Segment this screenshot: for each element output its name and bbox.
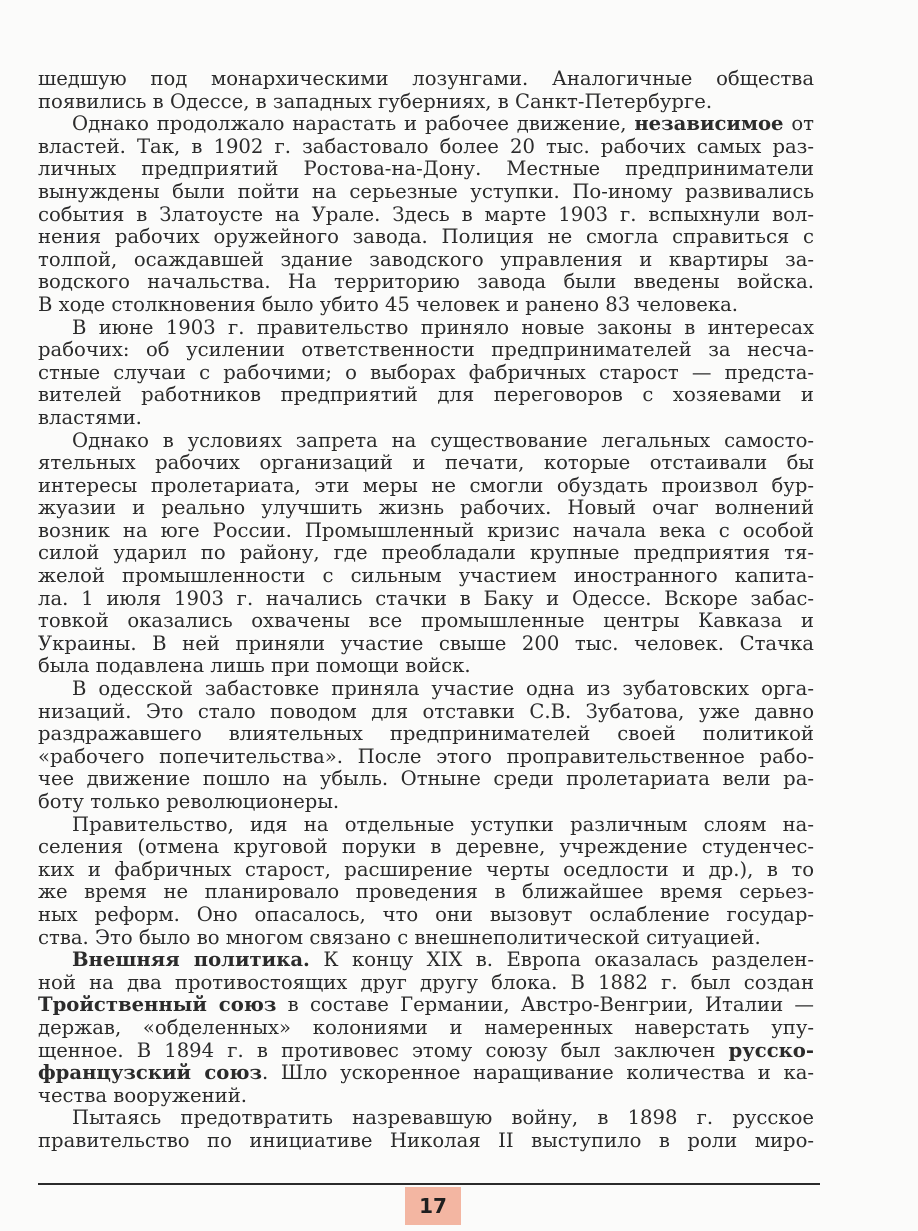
text-line: стные случаи с рабочими; о выборах фабричных старост — предста- bbox=[38, 361, 814, 384]
text-line bbox=[38, 113, 814, 136]
text-line: желой промышленности с сильным участием иностранного капита- bbox=[38, 565, 814, 588]
text-line: Однако в условиях запрета на существование легальных самосто- bbox=[72, 429, 814, 452]
text-line: личных предприятий Ростова-на-Дону. Местные предприниматели bbox=[38, 158, 814, 181]
bold-term: независимое bbox=[634, 113, 784, 136]
text-line: вителей работников предприятий для переговоров с хозяевами и bbox=[38, 384, 814, 407]
text-line: возник на юге России. Промышленный кризис начала века с особой bbox=[38, 519, 814, 542]
bold-term: французский союз bbox=[38, 1062, 262, 1085]
bold-term: русско- bbox=[728, 1039, 814, 1062]
text-line: ла. 1 июля 1903 г. начались стачки в Баку и Одессе. Вскоре забас- bbox=[38, 587, 814, 610]
text-line: властями. bbox=[38, 406, 142, 429]
text-line: водского начальства. На территорию завода были введены войска. bbox=[38, 271, 814, 294]
text-line: чества вооружений. bbox=[38, 1084, 248, 1107]
text-line bbox=[38, 1040, 814, 1063]
text-line: властей. Так, в 1902 г. забастовало более 20 тыс. рабочих самых раз- bbox=[38, 135, 814, 158]
text-line: В июне 1903 г. правительство приняло новые законы в интересах bbox=[72, 316, 814, 339]
page-number-badge bbox=[405, 1187, 461, 1225]
text-line: ких и фабричных старост, расширение черты оседлости и др.), в то bbox=[38, 858, 814, 881]
text-line: держав, «обделенных» колониями и намеренных наверстать упу- bbox=[38, 1016, 814, 1039]
text-line: ных реформ. Оно опасалось, что они вызовут ослабление государ- bbox=[38, 903, 814, 926]
text-line: толпой, осаждавшей здание заводского управления и квартиры за- bbox=[38, 248, 814, 271]
page-number: 17 bbox=[419, 1194, 447, 1218]
text-segment: К концу XIX в. Европа оказалась разделен- bbox=[309, 949, 814, 972]
text-segment: от bbox=[783, 113, 814, 136]
text-line: же время не планировало проведения в ближайшее время серьез- bbox=[38, 881, 814, 904]
body-text bbox=[38, 68, 814, 1153]
bold-term: Тройственный союз bbox=[38, 994, 277, 1017]
text-line: боту только революционеры. bbox=[38, 791, 340, 813]
text-line: ятельных рабочих организаций и печати, которые отстаивали бы bbox=[38, 452, 814, 475]
text-line: жуазии и реально улучшить жизнь рабочих. Новый очаг волнений bbox=[38, 497, 814, 520]
text-line: вынуждены были пойти на серьезные уступки. По-иному развивались bbox=[38, 180, 814, 203]
text-line: была подавлена лишь при помощи войск. bbox=[38, 655, 471, 678]
text-segment: щенное. В 1894 г. в противовес этому союзу был заключен bbox=[38, 1039, 729, 1062]
text-line: В ходе столкновения было убито 45 человек и ранено 83 человека. bbox=[38, 293, 739, 316]
text-line: ства. Это было во многом связано с внешнеполитической ситуацией. bbox=[38, 926, 761, 949]
text-line: В одесской забастовке приняла участие одна из зубатовских орга- bbox=[72, 678, 814, 701]
text-line: «рабочего попечительства». После этого проправительственное рабо- bbox=[38, 745, 814, 768]
text-line: низаций. Это стало поводом для отставки С.В. Зубатова, уже давно bbox=[38, 700, 814, 723]
text-line: силой ударил по району, где преобладали крупные предприятия тя- bbox=[38, 542, 814, 565]
text-segment: . Шло ускоренное наращивание количества и ка- bbox=[261, 1062, 814, 1085]
text-line: нения рабочих оружейного завода. Полиция не смогла справиться с bbox=[38, 226, 814, 249]
text-line bbox=[38, 1062, 814, 1085]
text-line: Украины. В ней приняли участие свыше 200 тыс. человек. Стачка bbox=[38, 632, 814, 655]
text-line: селения (отмена круговой поруки в деревне, учреждение студенчес- bbox=[38, 836, 814, 859]
text-line bbox=[38, 949, 814, 972]
text-line: товкой оказались охвачены все промышленные центры Кавказа и bbox=[38, 610, 814, 633]
text-line: раздражавшего влиятельных предпринимателей своей политикой bbox=[38, 723, 814, 746]
footer-rule bbox=[38, 1183, 820, 1185]
text-line: шедшую под монархическими лозунгами. Аналогичные общества bbox=[38, 68, 814, 90]
text-line bbox=[38, 994, 814, 1017]
text-line: чее движение пошло на убыль. Отныне среди пролетариата вели ра- bbox=[38, 768, 814, 791]
text-line: правительство по инициативе Николая II выступило в роли миро- bbox=[38, 1129, 814, 1152]
bold-term: Внешняя политика. bbox=[72, 949, 310, 972]
text-segment: в составе Германии, Австро-Венгрии, Италии — bbox=[276, 994, 814, 1017]
text-line: события в Златоусте на Урале. Здесь в марте 1903 г. вспыхнули вол- bbox=[38, 203, 814, 226]
text-line: появились в Одессе, в западных губерниях, в Санкт-Петербурге. bbox=[38, 90, 713, 113]
text-line: рабочих: об усилении ответственности предпринимателей за несча- bbox=[38, 339, 814, 362]
text-line: ной на два противостоящих друг другу блока. В 1882 г. был создан bbox=[38, 971, 814, 994]
text-line: Правительство, идя на отдельные уступки различным слоям на- bbox=[72, 813, 814, 836]
text-segment: Однако продолжало нарастать и рабочее движение, bbox=[72, 113, 635, 136]
text-line: интересы пролетариата, эти меры не смогли обуздать произвол бур- bbox=[38, 474, 814, 497]
text-line: Пытаясь предотвратить назревавшую войну, в 1898 г. русское bbox=[72, 1107, 814, 1130]
